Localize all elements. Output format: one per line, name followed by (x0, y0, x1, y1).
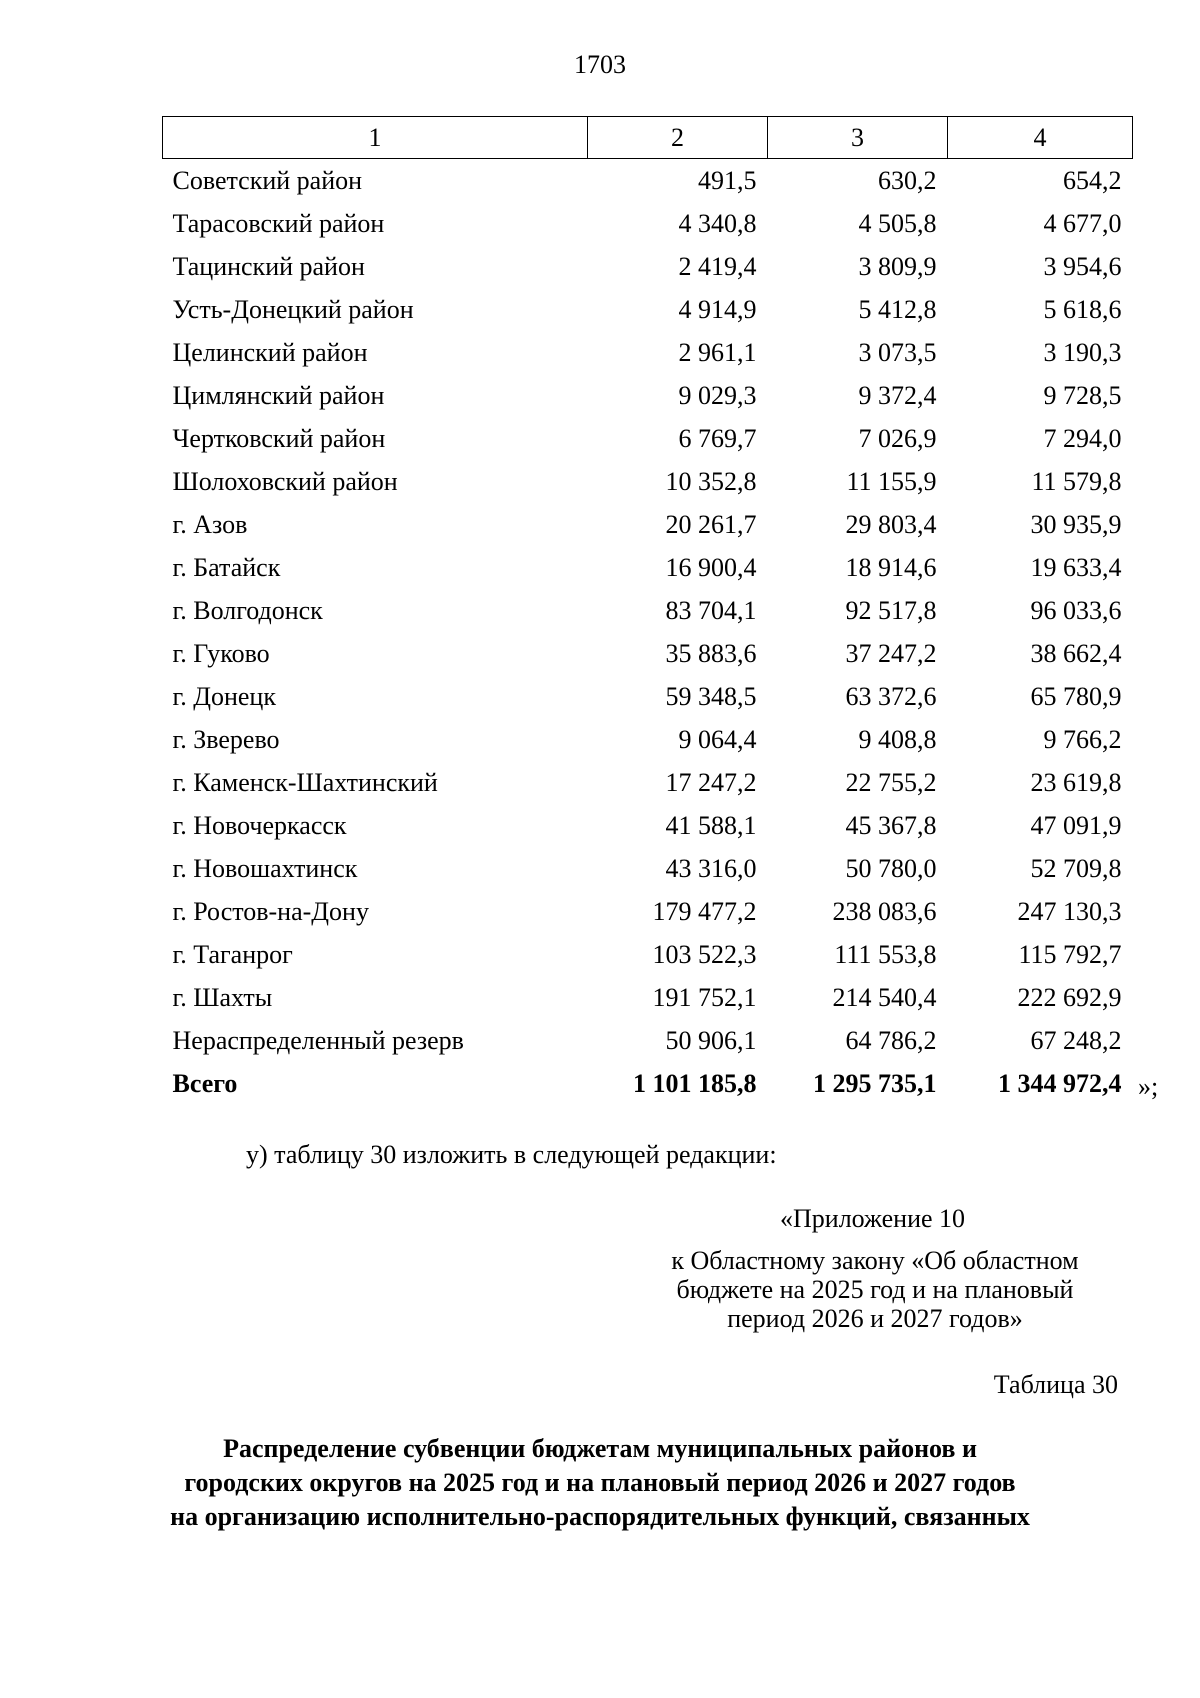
value-2027-cell: 23 619,8 (1030, 767, 1122, 797)
value-2025-cell: 41 588,1 (665, 810, 757, 840)
page-number: 1703 (574, 50, 626, 79)
value-2026-cell: 37 247,2 (845, 638, 937, 668)
value-2026-cell: 29 803,4 (845, 509, 937, 539)
district-name-cell: Целинский район (172, 337, 368, 367)
value-2027-cell: 30 935,9 (1030, 509, 1122, 539)
table-row (163, 761, 1133, 804)
district-name-cell: г. Гуково (172, 638, 270, 668)
column-header-4: 4 (948, 117, 1133, 159)
value-2025-cell: 103 522,3 (652, 939, 757, 969)
district-name-cell: Всего (172, 1068, 238, 1098)
table-row (163, 374, 1133, 417)
value-2027-cell: 11 579,8 (1031, 466, 1122, 496)
value-2027-cell: 52 709,8 (1030, 853, 1122, 883)
district-name-cell: Тацинский район (172, 251, 365, 281)
table-row (163, 331, 1133, 374)
value-2025-cell: 2 419,4 (678, 251, 757, 281)
table-row (163, 933, 1133, 976)
value-2025-cell: 6 769,7 (678, 423, 757, 453)
appendix-reference-line: к Областному закону «Об областном (671, 1246, 1079, 1275)
value-2026-cell: 111 553,8 (834, 939, 937, 969)
table-header (163, 117, 1133, 159)
table-row (163, 890, 1133, 933)
value-2025-cell: 4 340,8 (678, 208, 757, 238)
value-2027-cell: 654,2 (1063, 165, 1122, 195)
district-name-cell: Нераспределенный резерв (172, 1025, 464, 1055)
value-2026-cell: 7 026,9 (858, 423, 937, 453)
value-2027-cell: 115 792,7 (1018, 939, 1122, 969)
value-2025-cell: 35 883,6 (665, 638, 757, 668)
value-2027-cell: 5 618,6 (1043, 294, 1122, 324)
value-2027-cell: 4 677,0 (1043, 208, 1122, 238)
table-row (163, 632, 1133, 675)
subvention-table (162, 116, 1133, 1105)
table-row (163, 976, 1133, 1019)
value-2027-cell: 222 692,9 (1017, 982, 1122, 1012)
value-2025-cell: 491,5 (698, 165, 757, 195)
table-row (163, 546, 1133, 589)
value-2026-cell: 63 372,6 (845, 681, 937, 711)
table-body (163, 159, 1133, 1106)
value-2025-cell: 191 752,1 (652, 982, 757, 1012)
district-name-cell: г. Ростов-на-Дону (172, 896, 369, 926)
value-2026-cell: 45 367,8 (845, 810, 937, 840)
value-2025-cell: 10 352,8 (665, 466, 757, 496)
table-row (163, 804, 1133, 847)
value-2027-cell: 247 130,3 (1017, 896, 1122, 926)
heading-line: на организацию исполнительно-распорядительных функций, связанных (170, 1502, 1030, 1531)
value-2026-cell: 5 412,8 (858, 294, 937, 324)
appendix-reference (640, 1246, 1110, 1333)
district-name-cell: г. Таганрог (172, 939, 293, 969)
value-2026-cell: 4 505,8 (858, 208, 937, 238)
district-name-cell: Чертковский район (172, 423, 386, 453)
value-2025-cell: 50 906,1 (665, 1025, 757, 1055)
value-2025-cell: 59 348,5 (665, 681, 757, 711)
value-2027-cell: 3 954,6 (1043, 251, 1122, 281)
table-row (163, 460, 1133, 503)
value-2026-cell: 630,2 (878, 165, 937, 195)
district-name-cell: г. Азов (172, 509, 248, 539)
header-row (163, 117, 1133, 159)
value-2026-cell: 9 372,4 (858, 380, 937, 410)
value-2027-cell: 9 728,5 (1043, 380, 1122, 410)
value-2026-cell: 3 073,5 (858, 337, 937, 367)
district-name-cell: г. Шахты (172, 982, 273, 1012)
value-2027-cell: 67 248,2 (1030, 1025, 1122, 1055)
table-row (163, 417, 1133, 460)
value-2025-cell: 4 914,9 (678, 294, 757, 324)
value-2025-cell: 83 704,1 (665, 595, 757, 625)
district-name-cell: г. Донецк (172, 681, 276, 711)
appendix-title: «Приложение 10 (780, 1204, 966, 1233)
value-2027-cell: 65 780,9 (1030, 681, 1122, 711)
value-2027-cell: 47 091,9 (1030, 810, 1122, 840)
value-2026-cell: 214 540,4 (832, 982, 937, 1012)
value-2025-cell: 43 316,0 (665, 853, 757, 883)
value-2026-cell: 64 786,2 (845, 1025, 937, 1055)
value-2025-cell: 1 101 185,8 (633, 1068, 757, 1098)
value-2025-cell: 179 477,2 (652, 896, 757, 926)
table-row (163, 159, 1133, 203)
table-label: Таблица 30 (993, 1370, 1118, 1399)
value-2026-cell: 1 295 735,1 (813, 1068, 937, 1098)
district-name-cell: Советский район (172, 165, 363, 195)
appendix-reference-line: период 2026 и 2027 годов» (727, 1304, 1023, 1333)
value-2025-cell: 9 029,3 (678, 380, 757, 410)
value-2027-cell: 38 662,4 (1030, 638, 1122, 668)
table-row (163, 503, 1133, 546)
column-header-3: 3 (768, 117, 948, 159)
value-2026-cell: 9 408,8 (858, 724, 937, 754)
value-2025-cell: 9 064,4 (678, 724, 757, 754)
value-2027-cell: 7 294,0 (1043, 423, 1122, 453)
district-name-cell: Тарасовский район (172, 208, 385, 238)
table-row (163, 675, 1133, 718)
value-2026-cell: 238 083,6 (832, 896, 937, 926)
table-row (163, 589, 1133, 632)
value-2026-cell: 3 809,9 (858, 251, 937, 281)
column-header-1: 1 (163, 117, 588, 159)
column-header-2: 2 (588, 117, 768, 159)
appendix-reference-line: бюджете на 2025 год и на плановый (676, 1275, 1074, 1304)
value-2026-cell: 18 914,6 (845, 552, 937, 582)
district-name-cell: Шолоховский район (172, 466, 398, 496)
value-2025-cell: 20 261,7 (665, 509, 757, 539)
value-2026-cell: 11 155,9 (846, 466, 937, 496)
district-name-cell: г. Зверево (172, 724, 280, 754)
district-name-cell: г. Каменск-Шахтинский (172, 767, 438, 797)
table-row (163, 288, 1133, 331)
district-name-cell: г. Батайск (172, 552, 281, 582)
total-row (163, 1062, 1133, 1105)
district-name-cell: Цимлянский район (172, 380, 385, 410)
district-name-cell: Усть-Донецкий район (172, 294, 414, 324)
table-row (163, 245, 1133, 288)
district-name-cell: г. Новочеркасск (172, 810, 347, 840)
value-2027-cell: 19 633,4 (1030, 552, 1122, 582)
table-row (163, 1019, 1133, 1062)
amendment-instruction: у) таблицу 30 изложить в следующей редакции: (246, 1140, 777, 1169)
value-2027-cell: 9 766,2 (1043, 724, 1122, 754)
district-name-cell: г. Новошахтинск (172, 853, 358, 883)
value-2026-cell: 92 517,8 (845, 595, 937, 625)
table-row (163, 847, 1133, 890)
value-2027-cell: 3 190,3 (1043, 337, 1122, 367)
value-2025-cell: 2 961,1 (678, 337, 757, 367)
value-2026-cell: 50 780,0 (845, 853, 937, 883)
heading-line: городских округов на 2025 год и на плановый период 2026 и 2027 годов (184, 1468, 1016, 1497)
table-row (163, 718, 1133, 761)
value-2026-cell: 22 755,2 (845, 767, 937, 797)
heading-line: Распределение субвенции бюджетам муниципальных районов и (223, 1434, 977, 1463)
table-row (163, 202, 1133, 245)
document-heading (100, 1432, 1100, 1534)
district-name-cell: г. Волгодонск (172, 595, 323, 625)
value-2027-cell: 96 033,6 (1030, 595, 1122, 625)
value-2027-cell: 1 344 972,4 (998, 1068, 1122, 1098)
value-2025-cell: 16 900,4 (665, 552, 757, 582)
closing-quote: »; (1138, 1072, 1159, 1101)
value-2025-cell: 17 247,2 (665, 767, 757, 797)
